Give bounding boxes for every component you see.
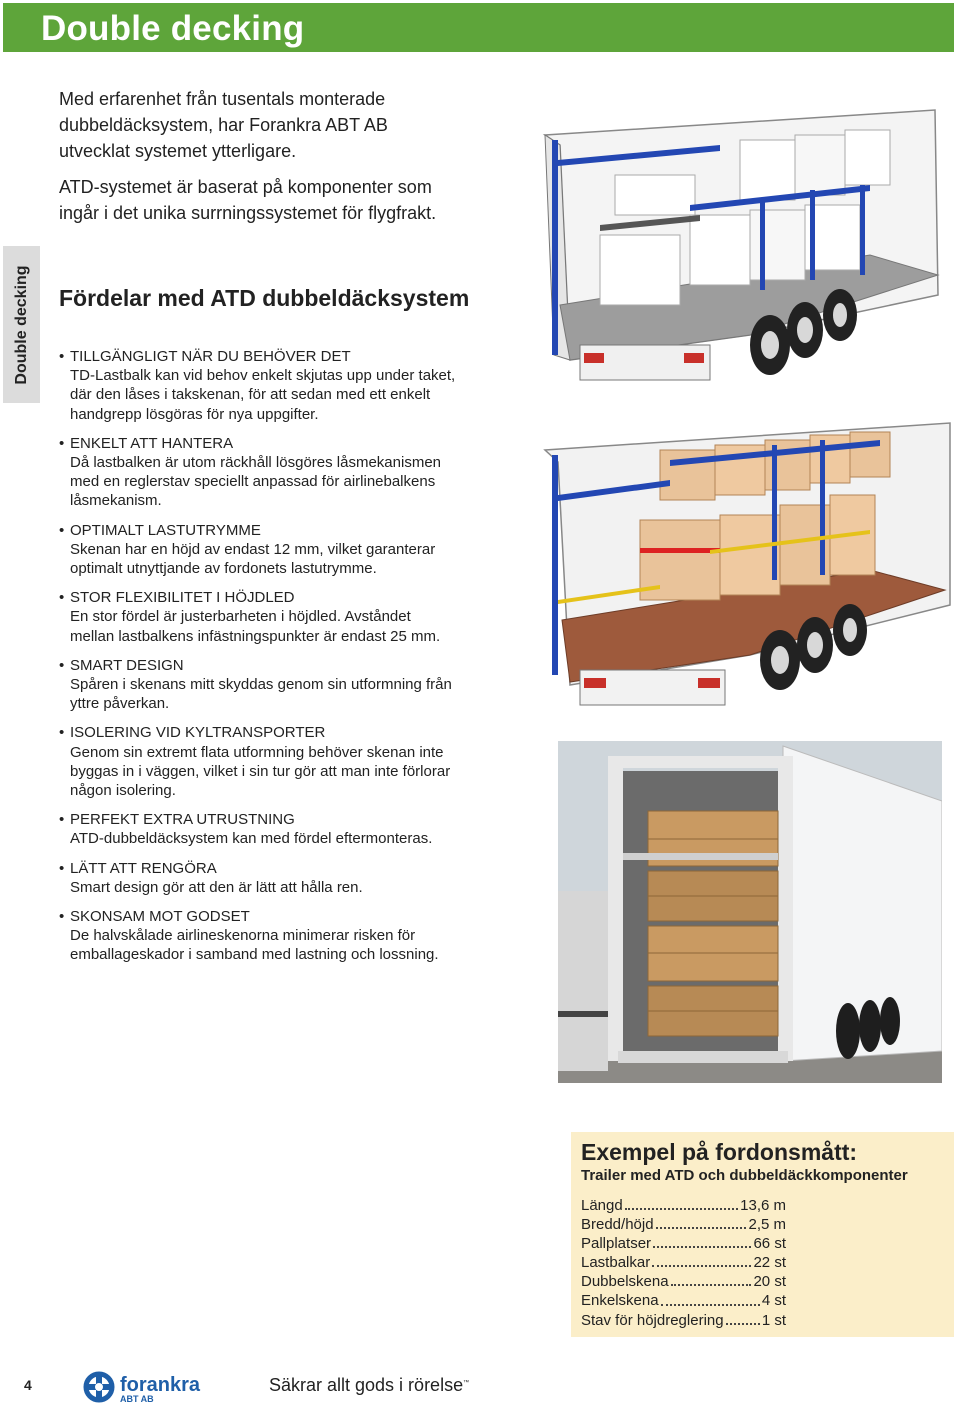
spec-dots: [653, 1234, 751, 1248]
spec-value: 2,5 m: [748, 1216, 786, 1234]
page-number: 4: [24, 1377, 32, 1393]
benefit-item: [59, 521, 459, 579]
spec-value: 13,6 m: [740, 1197, 786, 1214]
benefit-text: Smart design gör att den är lätt att hålla ren.: [70, 878, 363, 896]
spec-label: Längd: [581, 1197, 623, 1214]
spec-label: Bredd/höjd: [581, 1216, 654, 1234]
trailer-photo: [558, 741, 942, 1083]
spec-row: [581, 1196, 786, 1215]
benefit-title: • ISOLERING VID KYLTRANSPORTER: [70, 724, 326, 742]
benefit-text: Spåren i skenans mitt skyddas genom sin utformning från yttre påverkan.: [70, 676, 452, 713]
side-tab: [3, 246, 40, 403]
spec-value: 66 st: [753, 1235, 786, 1253]
benefit-text: Då lastbalken är utom räckhåll lösgöres låsmekanismen med en reglerstav speciellt anpassad för airlinebalkens låsmekanism.: [70, 454, 442, 510]
tagline: [269, 1375, 469, 1396]
benefit-title: • TILLGÄNGLIGT NÄR DU BEHÖVER DET: [70, 348, 351, 365]
benefit-title: • OPTIMALT LASTUTRYMME: [70, 521, 261, 539]
spec-row: [581, 1272, 786, 1291]
intro-paragraph: Med erfarenhet från tusentals monterade dubbeldäcksystem, har Forankra ABT AB utvecklat systemet ytterligare.: [59, 89, 388, 161]
tagline-mark: ™: [463, 1380, 470, 1386]
spec-label: Enkelskena: [581, 1292, 659, 1310]
spec-label: Lastbalkar: [581, 1254, 651, 1272]
benefits-heading: Fördelar med ATD dubbeldäcksystem: [59, 285, 470, 311]
logo-mark-icon: [85, 1373, 113, 1401]
benefit-title: • STOR FLEXIBILITET I HÖJDLED: [70, 589, 295, 607]
spec-dots: [726, 1311, 760, 1325]
benefit-title: • ENKELT ATT HANTERA: [70, 434, 234, 452]
spec-dots: [656, 1215, 747, 1229]
spec-label: Pallplatser: [581, 1235, 652, 1253]
tagline-text: Säkrar allt gods i rörelse: [269, 1375, 464, 1395]
spec-row: [581, 1291, 786, 1310]
benefit-item: [59, 810, 459, 848]
benefit-text: ATD-dubbeldäcksystem kan med fördel eftermonteras.: [70, 830, 433, 848]
logo-subtext: ABT AB: [120, 1394, 154, 1404]
spec-dots: [652, 1253, 751, 1267]
benefit-item: [59, 907, 459, 965]
header-bar: [3, 3, 954, 52]
spec-row: [581, 1234, 786, 1253]
spec-value: 22 st: [753, 1254, 786, 1272]
spec-row: [581, 1215, 786, 1234]
benefit-item: [59, 588, 459, 646]
specs-title: Exempel på fordonsmått:: [581, 1139, 858, 1165]
benefit-text: TD-Lastbalk kan vid behov enkelt skjutas upp under taket, där den låses i takskenan, för att sedan med ett enkelt handgrepp lösgöras för nya uppgifter.: [70, 367, 456, 423]
benefit-title: • PERFEKT EXTRA UTRUSTNING: [70, 811, 295, 829]
benefit-text: En stor fördel är justerbarheten i höjdled. Avståndet mellan lastbalkens infästningspunkter är endast 25 mm.: [70, 608, 441, 645]
benefit-title: • SKONSAM MOT GODSET: [70, 908, 250, 926]
spec-row: [581, 1253, 786, 1272]
spec-row: [581, 1311, 786, 1330]
spec-value: 1 st: [761, 1311, 786, 1329]
trailer-illustration-pallets: [540, 420, 955, 715]
intro-paragraph: ATD-systemet är baserat på komponenter som ingår i det unika surrningssystemet för flygfrakt.: [59, 177, 437, 223]
benefit-title: • SMART DESIGN: [70, 656, 184, 674]
spec-dots: [661, 1291, 760, 1305]
benefit-text: Skenan har en höjd av endast 12 mm, vilket garanterar optimalt utnyttjande av fordonets lastutrymme.: [70, 540, 436, 578]
specs-subtitle: Trailer med ATD och dubbeldäckkomponenter: [581, 1167, 908, 1184]
benefit-item: [59, 434, 459, 511]
benefit-item: [59, 859, 459, 897]
spec-label: Dubbelskena: [581, 1273, 669, 1291]
benefit-item: [59, 723, 459, 800]
page-title: Double decking: [41, 9, 305, 48]
forankra-logo: [82, 1370, 227, 1404]
benefit-text: De halvskålade airlineskenorna minimerar risken för emballageskador i samband med lastning och lossning.: [70, 927, 439, 964]
benefit-item: [59, 656, 459, 714]
benefit-item: [59, 347, 459, 424]
side-tab-label: Double decking: [12, 264, 30, 385]
specs-box: [571, 1132, 954, 1337]
trailer-illustration-white-cargo: [540, 105, 950, 395]
spec-value: 20 st: [753, 1273, 786, 1291]
benefits-list: [59, 347, 459, 975]
logo-wordmark: forankra: [120, 1374, 201, 1396]
spec-label: Stav för höjdreglering: [581, 1311, 724, 1329]
intro-text: [59, 86, 439, 236]
benefit-text: Genom sin extremt flata utformning behöver skenan inte byggas in i väggen, vilket i sin tur gör att man inte förlorar någon isolering.: [70, 743, 451, 800]
spec-dots: [625, 1196, 738, 1210]
spec-value: 4 st: [761, 1292, 786, 1310]
spec-dots: [671, 1272, 752, 1286]
benefit-title: • LÄTT ATT RENGÖRA: [70, 859, 217, 877]
